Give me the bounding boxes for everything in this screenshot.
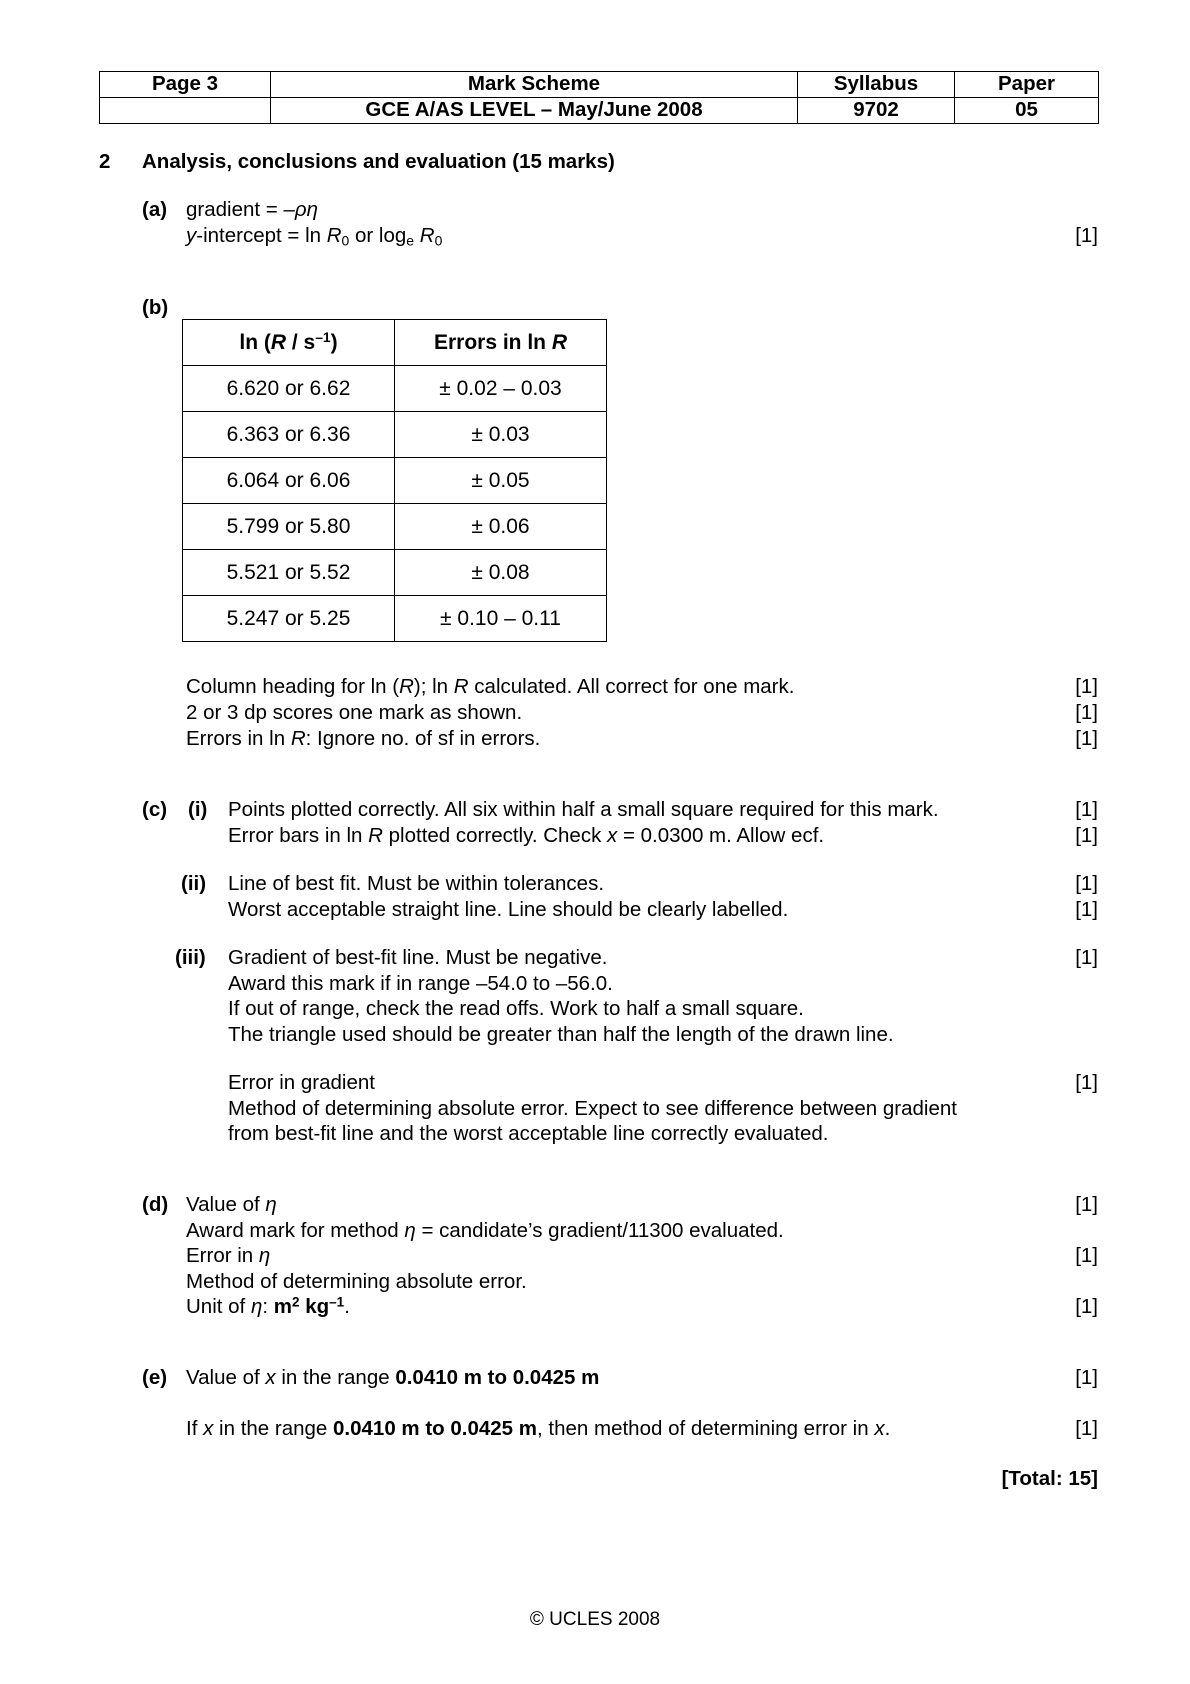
e-line-2: If x in the range 0.0410 m to 0.0425 m, then method of determining error in x. <box>186 1417 891 1440</box>
mark-c-i-1: [1] <box>1075 798 1098 821</box>
ln-value-cell: 6.363 or 6.36 <box>183 412 395 458</box>
intercept-line: y-intercept = $\ln R_0$ or $\log_e R_0$ <box>186 224 443 249</box>
header-paper-number: 05 <box>955 98 1099 124</box>
mark-d-2: [1] <box>1075 1244 1098 1267</box>
part-d-label: (d) <box>142 1193 169 1216</box>
header-row <box>100 72 1099 98</box>
header-row <box>100 98 1099 124</box>
ln-value-cell: 6.620 or 6.62 <box>183 366 395 412</box>
mark-c-iii-1: [1] <box>1075 946 1098 969</box>
errors-column-header: Errors in ln R <box>395 320 607 366</box>
mark-e-2: [1] <box>1075 1417 1098 1440</box>
mark-e-1: [1] <box>1075 1366 1098 1389</box>
c-i-line-1: Points plotted correctly. All six within half a small square required for this mark. <box>228 798 939 821</box>
error-value-cell: ± 0.03 <box>395 412 607 458</box>
mark-c-ii-2: [1] <box>1075 898 1098 921</box>
mark-a: [1] <box>1075 224 1098 247</box>
mark-b-1: [1] <box>1075 675 1098 698</box>
gradient-value: –ρη <box>283 198 318 221</box>
ln-table <box>182 319 607 642</box>
b-note-2: 2 or 3 dp scores one mark as shown. <box>186 701 523 724</box>
error-value-cell: ± 0.08 <box>395 550 607 596</box>
total-marks: [Total: 15] <box>1001 1467 1098 1490</box>
header-exam: GCE A/AS LEVEL – May/June 2008 <box>271 98 798 124</box>
mark-c-i-2: [1] <box>1075 824 1098 847</box>
error-value-cell: ± 0.10 – 0.11 <box>395 596 607 642</box>
header-title: Mark Scheme <box>271 72 798 98</box>
d-line-3: Error in η <box>186 1244 271 1267</box>
c-ii-line-1: Line of best fit. Must be within tolerances. <box>228 872 605 895</box>
part-c-i-label: (i) <box>188 798 208 821</box>
part-a-label: (a) <box>142 198 168 221</box>
d-line-1: Value of η <box>186 1193 277 1216</box>
table-row <box>183 366 607 412</box>
c-iii-line-1: Gradient of best-fit line. Must be negative. <box>228 946 608 969</box>
part-c-iii-label: (iii) <box>175 946 206 969</box>
question-title: Analysis, conclusions and evaluation (15 marks) <box>142 150 615 173</box>
error-value-cell: ± 0.05 <box>395 458 607 504</box>
error-value-cell: ± 0.02 – 0.03 <box>395 366 607 412</box>
c-iii-line-2: Award this mark if in range –54.0 to –56.0. <box>228 972 613 995</box>
table-row <box>183 412 607 458</box>
ln-table-header-row <box>183 320 607 366</box>
part-c-ii-label: (ii) <box>181 872 207 895</box>
c-i-line-2: Error bars in ln R plotted correctly. Check x = 0.0300 m. Allow ecf. <box>228 824 825 847</box>
header-table <box>99 71 1099 124</box>
mark-d-1: [1] <box>1075 1193 1098 1216</box>
d-line-4: Method of determining absolute error. <box>186 1270 527 1293</box>
ln-value-cell: 5.247 or 5.25 <box>183 596 395 642</box>
ln-r-column-header: $\ln (R / s^{-1})$ <box>183 320 395 366</box>
c-iii-line-3: If out of range, check the read offs. Work to half a small square. <box>228 997 804 1020</box>
c-iii-line-6: Method of determining absolute error. Expect to see difference between gradient <box>228 1097 957 1120</box>
header-empty-cell <box>100 98 271 124</box>
b-note-1: Column heading for ln (R); ln R calculated. All correct for one mark. <box>186 675 795 698</box>
ln-value-cell: 5.521 or 5.52 <box>183 550 395 596</box>
gradient-line: gradient = –ρη <box>186 198 318 221</box>
mark-b-2: [1] <box>1075 701 1098 724</box>
mark-d-3: [1] <box>1075 1295 1098 1318</box>
mark-b-3: [1] <box>1075 727 1098 750</box>
ln-value-cell: 6.064 or 6.06 <box>183 458 395 504</box>
d-line-2: Award mark for method η = candidate’s gradient/11300 evaluated. <box>186 1219 784 1242</box>
table-row <box>183 550 607 596</box>
part-b-label: (b) <box>142 296 169 319</box>
footer-copyright: © UCLES 2008 <box>529 1609 661 1630</box>
error-value-cell: ± 0.06 <box>395 504 607 550</box>
c-iii-line-4: The triangle used should be greater than half the length of the drawn line. <box>228 1023 894 1046</box>
mark-c-iii-2: [1] <box>1075 1071 1098 1094</box>
c-iii-line-5: Error in gradient <box>228 1071 375 1094</box>
d-line-5: Unit of η: $m^2$ $kg^{-1}$. <box>186 1294 350 1318</box>
mark-c-ii-1: [1] <box>1075 872 1098 895</box>
header-paper-label: Paper <box>955 72 1099 98</box>
part-c-label: (c) <box>142 798 168 821</box>
c-ii-line-2: Worst acceptable straight line. Line should be clearly labelled. <box>228 898 789 921</box>
header-page: Page 3 <box>100 72 271 98</box>
table-row <box>183 504 607 550</box>
ln-value-cell: 5.799 or 5.80 <box>183 504 395 550</box>
c-iii-line-7: from best-fit line and the worst acceptable line correctly evaluated. <box>228 1122 829 1145</box>
b-note-3: Errors in ln R: Ignore no. of sf in errors. <box>186 727 541 750</box>
table-row <box>183 596 607 642</box>
table-row <box>183 458 607 504</box>
part-e-label: (e) <box>142 1366 168 1389</box>
header-syllabus-label: Syllabus <box>798 72 955 98</box>
e-line-1: Value of x in the range 0.0410 m to 0.0425 m <box>186 1366 600 1389</box>
header-syllabus-code: 9702 <box>798 98 955 124</box>
question-number: 2 <box>99 150 111 173</box>
